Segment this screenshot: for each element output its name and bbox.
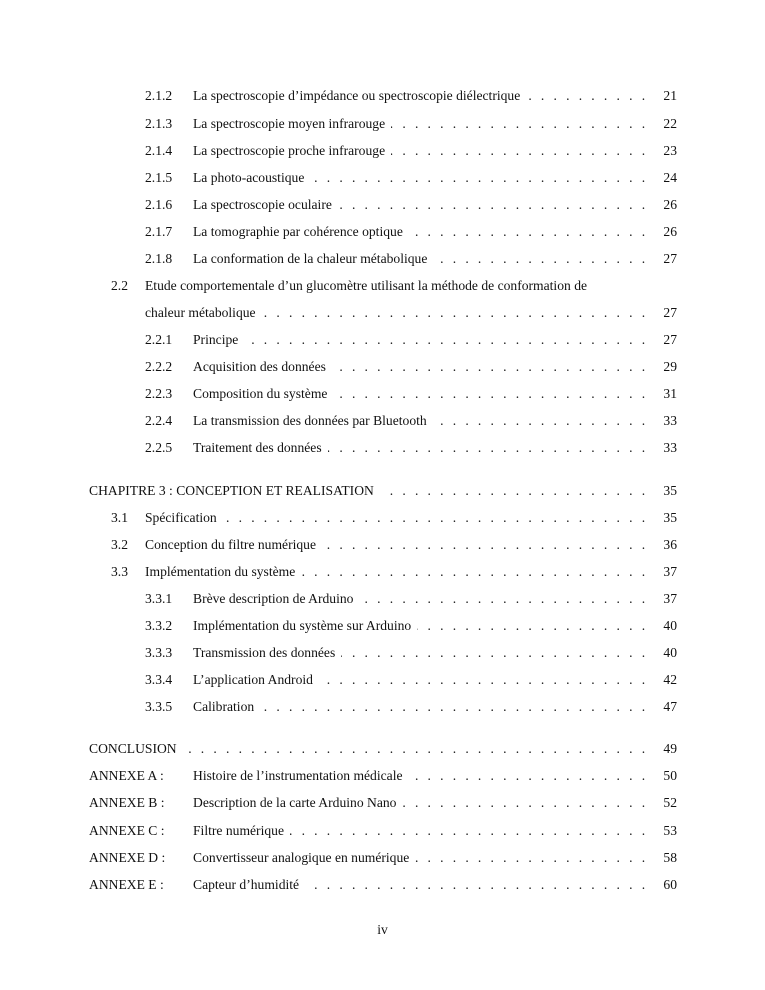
page-number: 31 bbox=[663, 386, 677, 401]
page-number: 27 bbox=[663, 305, 677, 320]
section-number: 2.2.4 bbox=[145, 413, 173, 428]
toc-entry[interactable] bbox=[0, 168, 765, 188]
annex-title: Filtre numérique bbox=[193, 823, 290, 838]
annex-label: ANNEXE E : bbox=[89, 877, 164, 892]
section-title: chaleur métabolique bbox=[145, 305, 262, 320]
page-number: 22 bbox=[663, 116, 677, 131]
page-number: 53 bbox=[663, 823, 677, 838]
chapter-title: CONCLUSION bbox=[89, 741, 183, 756]
section-number: 3.2 bbox=[111, 537, 128, 552]
toc-entry[interactable] bbox=[0, 222, 765, 242]
page-number: 36 bbox=[663, 537, 677, 552]
annex-title: Description de la carte Arduino Nano bbox=[193, 795, 402, 810]
toc-entry[interactable] bbox=[0, 330, 765, 350]
section-number: 2.1.4 bbox=[145, 143, 173, 158]
section-number: 2.1.6 bbox=[145, 197, 173, 212]
page-footer-number: iv bbox=[377, 922, 388, 937]
section-title: Acquisition des données bbox=[193, 359, 332, 374]
section-title: Spécification bbox=[145, 510, 223, 525]
page-number: 27 bbox=[663, 332, 677, 347]
page-number: 24 bbox=[663, 170, 677, 185]
toc-entry[interactable] bbox=[0, 643, 765, 663]
toc-entry[interactable] bbox=[0, 670, 765, 690]
section-title: La spectroscopie oculaire bbox=[193, 197, 338, 212]
section-number: 2.2.3 bbox=[145, 386, 173, 401]
section-title: Implémentation du système sur Arduino bbox=[193, 618, 417, 633]
page-number: 37 bbox=[663, 564, 677, 579]
section-title: La transmission des données par Bluetooth bbox=[193, 413, 433, 428]
section-title: La conformation de la chaleur métabolique bbox=[193, 251, 433, 266]
toc-entry[interactable] bbox=[0, 276, 765, 296]
page-number: 50 bbox=[663, 768, 677, 783]
page-number: 33 bbox=[663, 440, 677, 455]
page-number: 26 bbox=[663, 197, 677, 212]
section-number: 3.3 bbox=[111, 564, 128, 579]
toc-entry-continued[interactable] bbox=[0, 303, 765, 323]
toc-entry[interactable] bbox=[0, 86, 765, 106]
annex-label: ANNEXE B : bbox=[89, 795, 165, 810]
section-number: 2.1.2 bbox=[145, 88, 173, 103]
section-number: 2.1.5 bbox=[145, 170, 173, 185]
page-number: 29 bbox=[663, 359, 677, 374]
toc-entry[interactable] bbox=[0, 508, 765, 528]
toc-entry[interactable] bbox=[0, 141, 765, 161]
section-number: 2.1.8 bbox=[145, 251, 173, 266]
toc-entry[interactable] bbox=[0, 438, 765, 458]
page-number: 49 bbox=[663, 741, 677, 756]
page-number: 35 bbox=[663, 510, 677, 525]
page-number: 40 bbox=[663, 645, 677, 660]
section-title: Transmission des données bbox=[193, 645, 341, 660]
section-title: Implémentation du système bbox=[145, 564, 301, 579]
toc-entry[interactable] bbox=[0, 562, 765, 582]
page-number: 42 bbox=[663, 672, 677, 687]
toc-annex-entry[interactable] bbox=[0, 766, 765, 786]
section-number: 2.2.1 bbox=[145, 332, 173, 347]
page-number: 35 bbox=[663, 483, 677, 498]
toc-entry[interactable] bbox=[0, 535, 765, 555]
section-title: Composition du système bbox=[193, 386, 333, 401]
toc-entry[interactable] bbox=[0, 195, 765, 215]
page-number: 33 bbox=[663, 413, 677, 428]
section-title: La spectroscopie moyen infrarouge bbox=[193, 116, 391, 131]
page-number: 21 bbox=[663, 88, 677, 103]
section-title: La photo-acoustique bbox=[193, 170, 310, 185]
section-title: Brève description de Arduino bbox=[193, 591, 359, 606]
annex-label: ANNEXE D : bbox=[89, 850, 166, 865]
section-title: La spectroscopie d’impédance ou spectroscopie diélectrique bbox=[193, 88, 526, 103]
toc-entry[interactable] bbox=[0, 589, 765, 609]
toc-annex-entry[interactable] bbox=[0, 793, 765, 813]
section-number: 3.3.5 bbox=[145, 699, 173, 714]
section-number: 3.1 bbox=[111, 510, 128, 525]
page-number: 26 bbox=[663, 224, 677, 239]
toc-entry[interactable] bbox=[0, 384, 765, 404]
section-title: Traitement des données bbox=[193, 440, 328, 455]
section-number: 3.3.3 bbox=[145, 645, 173, 660]
chapter-title: CHAPITRE 3 : CONCEPTION ET REALISATION bbox=[89, 483, 380, 498]
toc-chapter-entry[interactable] bbox=[0, 481, 765, 501]
page-number: 27 bbox=[663, 251, 677, 266]
toc-entry[interactable] bbox=[0, 616, 765, 636]
toc-entry[interactable] bbox=[0, 697, 765, 717]
section-number: 2.2.5 bbox=[145, 440, 173, 455]
page-number: 23 bbox=[663, 143, 677, 158]
section-title: La tomographie par cohérence optique bbox=[193, 224, 409, 239]
toc-annex-entry[interactable] bbox=[0, 875, 765, 895]
toc-annex-entry[interactable] bbox=[0, 848, 765, 868]
section-number: 2.2 bbox=[111, 278, 128, 293]
page-number: 58 bbox=[663, 850, 677, 865]
page-number: 60 bbox=[663, 877, 677, 892]
annex-title: Histoire de l’instrumentation médicale bbox=[193, 768, 409, 783]
page-number: 47 bbox=[663, 699, 677, 714]
section-title: L’application Android bbox=[193, 672, 319, 687]
annex-label: ANNEXE A : bbox=[89, 768, 164, 783]
section-number: 3.3.4 bbox=[145, 672, 173, 687]
section-title: Calibration bbox=[193, 699, 260, 714]
toc-entry[interactable] bbox=[0, 249, 765, 269]
section-title: Etude comportementale d’un glucomètre utilisant la méthode de conformation de bbox=[145, 278, 593, 293]
section-number: 2.1.3 bbox=[145, 116, 173, 131]
annex-title: Convertisseur analogique en numérique bbox=[193, 850, 415, 865]
page-number: 37 bbox=[663, 591, 677, 606]
annex-label: ANNEXE C : bbox=[89, 823, 165, 838]
section-title: Principe bbox=[193, 332, 244, 347]
annex-title: Capteur d’humidité bbox=[193, 877, 305, 892]
section-title: La spectroscopie proche infrarouge bbox=[193, 143, 391, 158]
section-number: 2.2.2 bbox=[145, 359, 173, 374]
toc-entry[interactable] bbox=[0, 411, 765, 431]
toc-entry[interactable] bbox=[0, 114, 765, 134]
page-number: 40 bbox=[663, 618, 677, 633]
toc-entry[interactable] bbox=[0, 357, 765, 377]
toc-annex-entry[interactable] bbox=[0, 821, 765, 841]
section-title: Conception du filtre numérique bbox=[145, 537, 322, 552]
section-number: 3.3.2 bbox=[145, 618, 173, 633]
toc-chapter-entry[interactable] bbox=[0, 739, 765, 759]
page-number: 52 bbox=[663, 795, 677, 810]
section-number: 3.3.1 bbox=[145, 591, 173, 606]
section-number: 2.1.7 bbox=[145, 224, 173, 239]
